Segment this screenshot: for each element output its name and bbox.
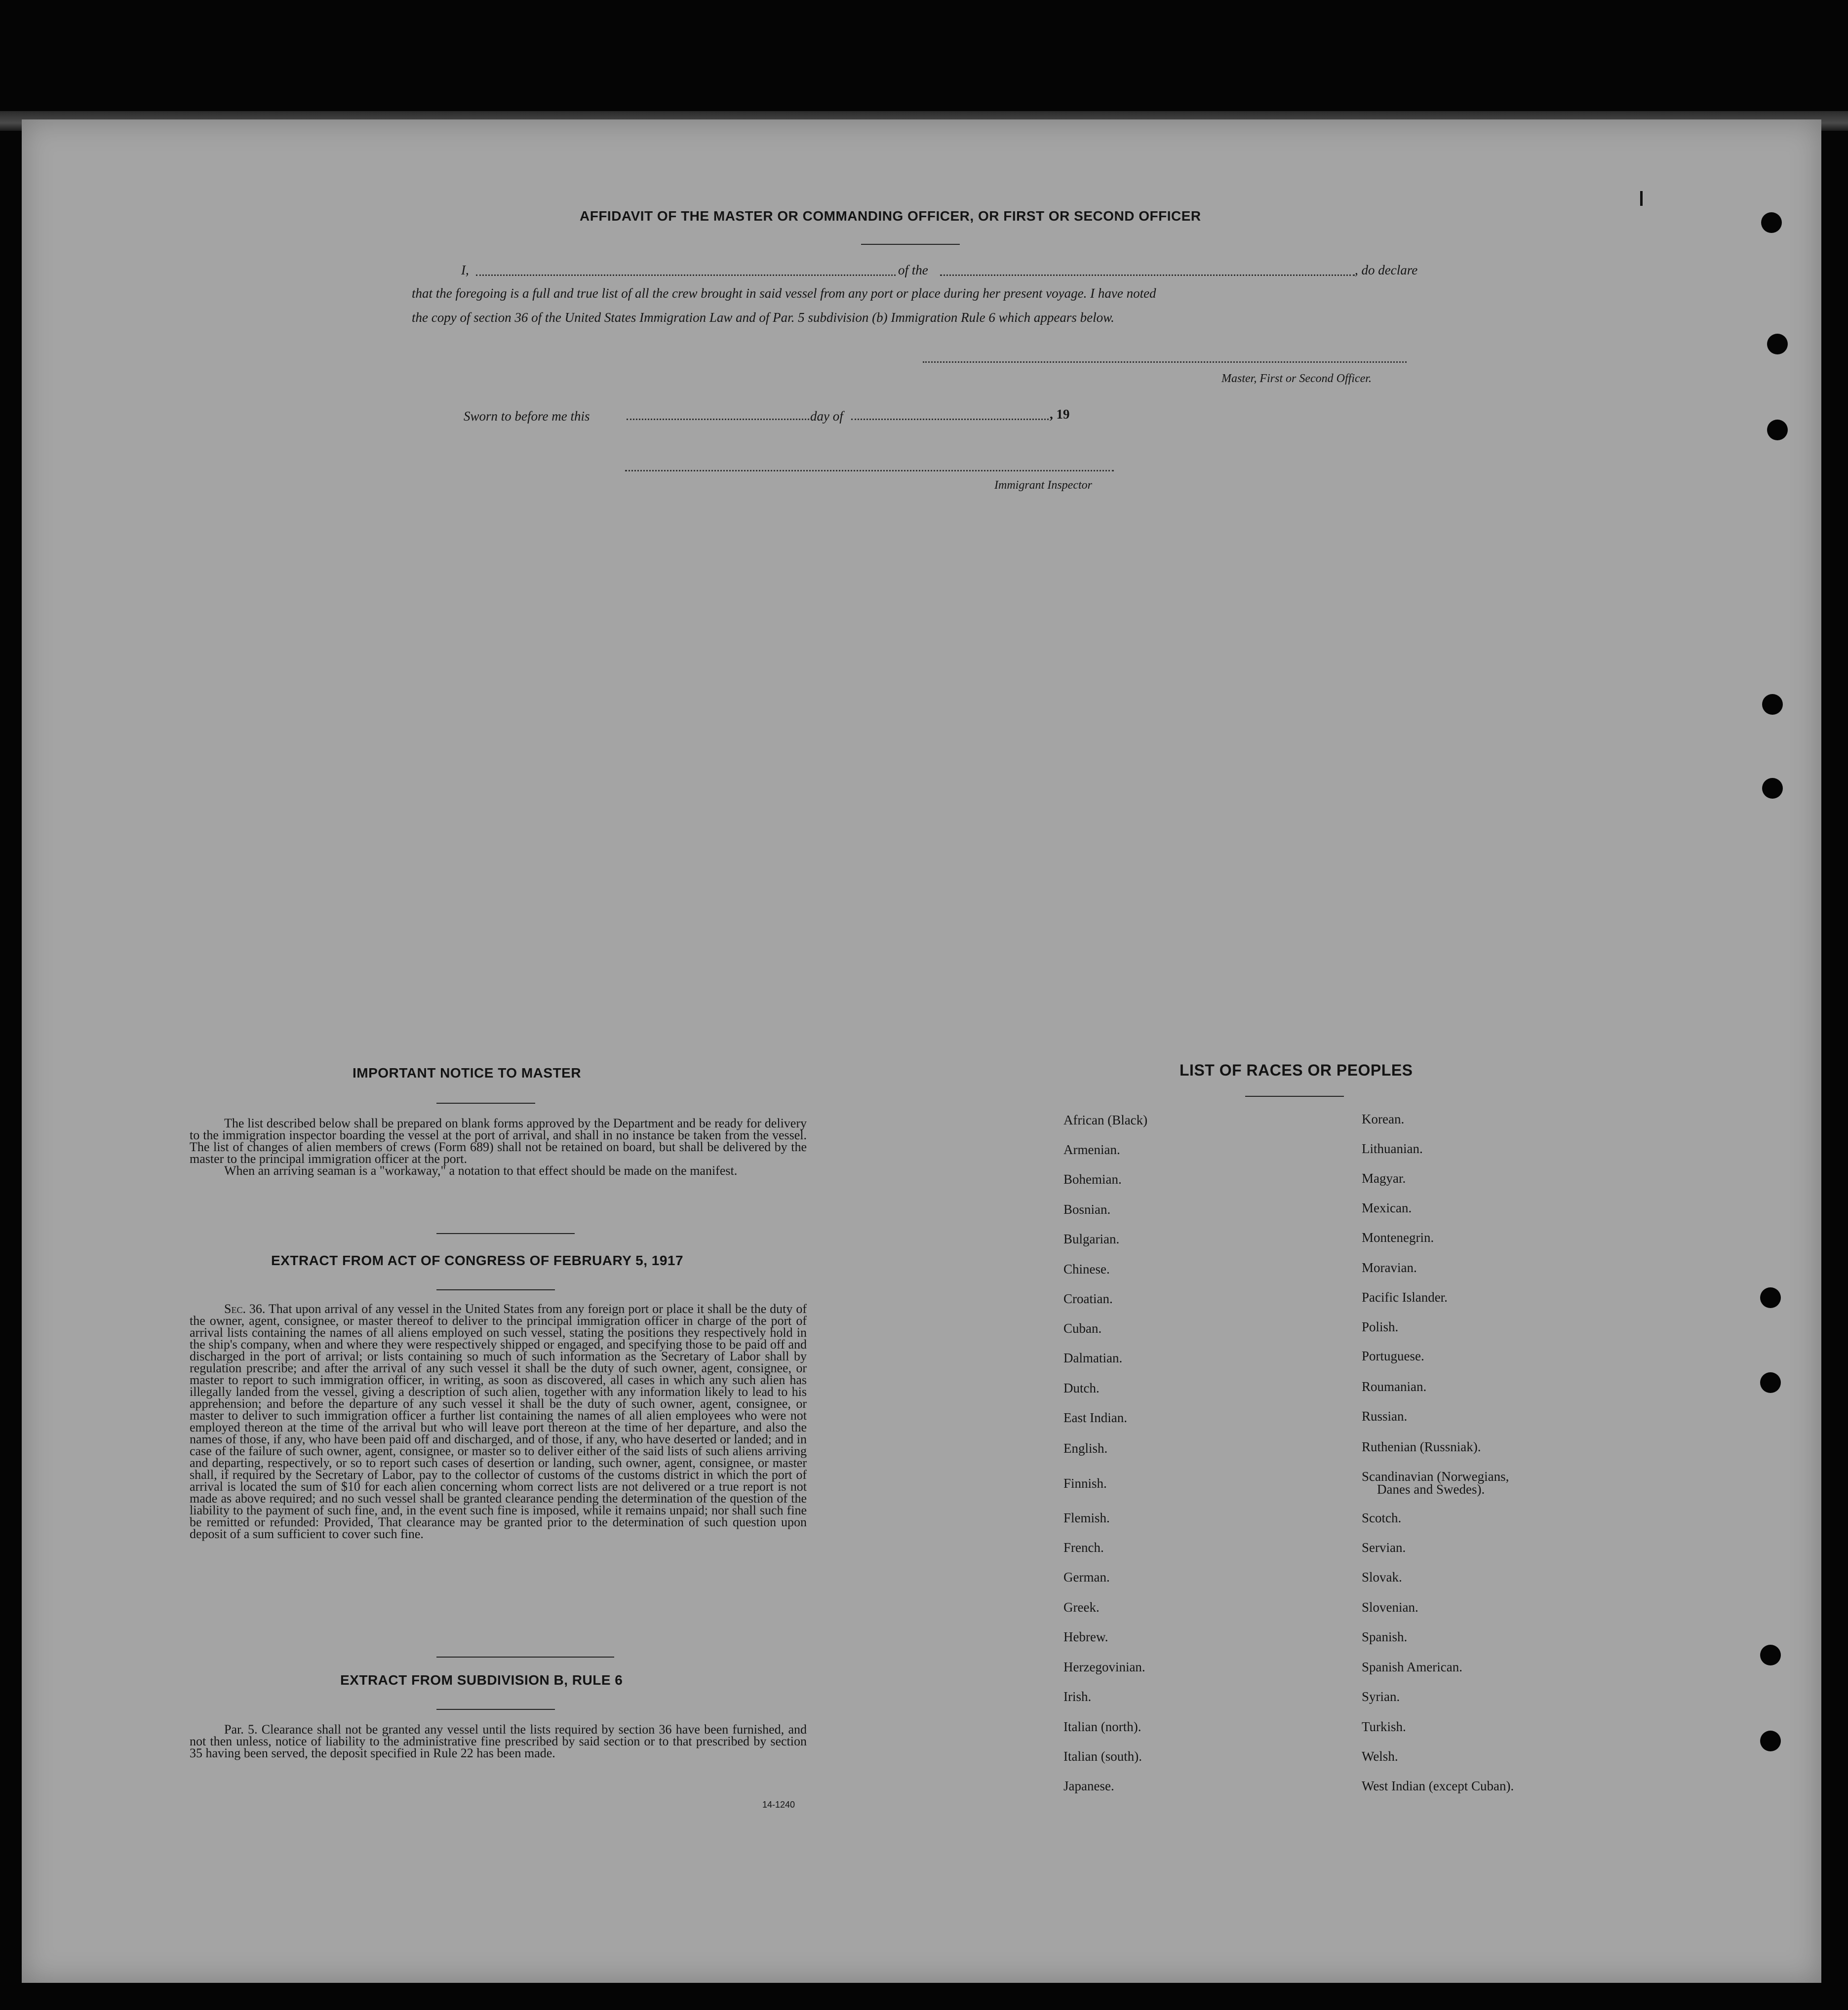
affidavit-line1-mid: of the <box>898 263 928 277</box>
binder-hole <box>1762 778 1783 799</box>
binder-hole <box>1767 334 1788 354</box>
race-item: Herzegovinian. <box>1063 1660 1145 1674</box>
notice-body <box>190 1118 807 1177</box>
race-item: Pacific Islander. <box>1362 1290 1448 1305</box>
race-item: Japanese. <box>1063 1778 1114 1793</box>
rule-extract-title: EXTRACT FROM SUBDIVISION B, RULE 6 <box>340 1672 623 1688</box>
sworn-month-field[interactable] <box>851 406 1049 420</box>
race-item: Dalmatian. <box>1063 1351 1123 1365</box>
sworn-day-label: day of <box>810 409 843 424</box>
race-item: Servian. <box>1362 1540 1406 1555</box>
binder-hole <box>1760 1645 1781 1665</box>
document-page <box>22 119 1821 1983</box>
race-item: Montenegrin. <box>1362 1230 1434 1245</box>
race-item: Mexican. <box>1362 1200 1412 1215</box>
sworn-year-label: , 19 <box>1050 407 1070 422</box>
notice-paragraph: When an arriving seaman is a "workaway," a notation to that effect should be made on the manifest. <box>224 1163 738 1178</box>
binder-hole <box>1760 1731 1781 1751</box>
race-item: Ruthenian (Russniak). <box>1362 1439 1481 1454</box>
binder-hole <box>1761 212 1782 233</box>
master-signature-label: Master, First or Second Officer. <box>1221 372 1372 385</box>
affidavit-line3: the copy of section 36 of the United States Immigration Law and of Par. 5 subdivision (b) Immigration Rule 6 which appears below. <box>412 310 1114 325</box>
notice-title: IMPORTANT NOTICE TO MASTER <box>353 1065 582 1081</box>
race-item: Dutch. <box>1063 1381 1100 1395</box>
race-item: Danes and Swedes). <box>1377 1482 1485 1497</box>
act-title-rule <box>436 1289 555 1290</box>
race-item: Polish. <box>1362 1319 1399 1334</box>
race-item: Welsh. <box>1362 1749 1398 1764</box>
race-item: Irish. <box>1063 1689 1092 1704</box>
affidavit-line1-prefix: I, <box>461 263 469 277</box>
races-title-rule <box>1245 1096 1344 1097</box>
name-field[interactable] <box>476 262 896 276</box>
race-item: Portuguese. <box>1362 1349 1424 1363</box>
act-extract-title: EXTRACT FROM ACT OF CONGRESS OF FEBRUARY 5, 1917 <box>271 1253 684 1268</box>
race-item: African (Black) <box>1063 1113 1148 1127</box>
inspector-label: Immigrant Inspector <box>994 479 1092 492</box>
binder-hole <box>1760 1372 1781 1393</box>
race-item: Moravian. <box>1362 1260 1417 1275</box>
race-item: Italian (south). <box>1063 1749 1142 1764</box>
race-item: Korean. <box>1362 1112 1405 1126</box>
master-signature-field[interactable] <box>923 356 1407 363</box>
margin-mark <box>1640 191 1643 206</box>
rule-extract-text: Par. 5. Clearance shall not be granted any vessel until the lists required by section 36 have been furnished, and not then unless, notice of liability to the administrative fine prescribed by said section or to that prescribed by section 35 having been served, the deposit specified in Rule 22 has been made. <box>190 1722 807 1760</box>
race-item: Russian. <box>1362 1409 1408 1424</box>
section-label: Sec. 36. <box>224 1302 266 1316</box>
race-item: English. <box>1063 1441 1108 1456</box>
race-item: Magyar. <box>1362 1171 1406 1186</box>
race-item: Finnish. <box>1063 1476 1107 1491</box>
rule-title-rule <box>436 1709 555 1710</box>
race-item: Croatian. <box>1063 1291 1113 1306</box>
race-item: Bosnian. <box>1063 1202 1111 1217</box>
races-title: LIST OF RACES OR PEOPLES <box>1180 1061 1413 1079</box>
race-item: Lithuanian. <box>1362 1141 1423 1156</box>
binder-hole <box>1767 420 1788 440</box>
race-item: Bulgarian. <box>1063 1232 1120 1246</box>
race-item: Flemish. <box>1063 1510 1110 1525</box>
affidavit-title-rule <box>861 244 960 245</box>
affidavit-title: AFFIDAVIT OF THE MASTER OR COMMANDING OFFICER, OR FIRST OR SECOND OFFICER <box>580 208 1201 224</box>
race-item: Greek. <box>1063 1600 1100 1615</box>
race-item: Armenian. <box>1063 1142 1120 1157</box>
race-item: Cuban. <box>1063 1321 1102 1336</box>
rule-extract-body <box>190 1724 807 1759</box>
race-item: East Indian. <box>1063 1410 1127 1425</box>
form-number: 14-1240 <box>762 1800 795 1810</box>
race-item: French. <box>1063 1540 1104 1555</box>
vessel-field[interactable] <box>940 262 1355 276</box>
race-item: Italian (north). <box>1063 1719 1141 1734</box>
binder-hole <box>1762 694 1783 715</box>
race-item: Turkish. <box>1362 1719 1406 1734</box>
race-item: Roumanian. <box>1362 1379 1427 1394</box>
race-item: Hebrew. <box>1063 1629 1108 1644</box>
act-end-rule <box>436 1657 614 1658</box>
race-item: Syrian. <box>1362 1689 1400 1704</box>
notice-title-rule <box>436 1103 535 1104</box>
race-item: Spanish American. <box>1362 1660 1462 1674</box>
sworn-day-field[interactable] <box>627 406 809 420</box>
affidavit-line1-suffix: , do declare <box>1355 263 1418 277</box>
race-item: Chinese. <box>1063 1262 1110 1276</box>
inspector-signature-field[interactable] <box>625 465 1114 471</box>
binder-hole <box>1760 1287 1781 1308</box>
act-extract-text: That upon arrival of any vessel in the United States from any foreign port or place it shall be the duty of the owner, agent, consignee, or master thereof to deliver to the principal immigration officer in charge of the port of arrival lists containing the names of all aliens employed on such vessel, stating the positions they respectively hold in the ship's company, when and where they were respectively shipped or engaged, and specifying those to be paid off and discharged in the port of arrival; or lists containing so much of such information as the Secretary of Labor shall by regulation prescribe; and after the arrival of any such vessel it shall be the duty of such owner, agent, consignee, or master to report to such immigration officer, in writing, as soon as discovered, all cases in which any such alien has illegally landed from the vessel, giving a description of such alien, together with any information likely to lead to his apprehension; and before the departure of any such vessel it shall be the duty of such owner, agent, consignee, or master to deliver to such immigration officer a further list containing the names of all alien employees who were not employed thereon at the time of the arrival but who will leave port thereon at the time of her departure, and also the names of those, if any, who have been paid off and discharged, and of those, if any, who have deserted or landed; and in case of the failure of such owner, agent, consignee, or master so to deliver either of the said lists of such aliens arriving and departing, respectively, or so to report such cases of desertion or landing, such owner, agent, consignee, or master shall, if required by the Secretary of Labor, pay to the collector of customs of the customs district in which the port of arrival is located the sum of $10 for each alien concerning whom correct lists are not delivered or a true report is not made as above required; and no such vessel shall be granted clearance pending the determination of the question of the liability to the payment of such fine, and, in the event such fine is imposed, while it remains unpaid; nor shall such fine be remitted or refunded: Provided, That clearance may be granted prior to the determination of such question upon deposit of a sum sufficient to cover such fine. <box>190 1302 807 1541</box>
notice-end-rule <box>436 1233 575 1234</box>
notice-paragraph: The list described below shall be prepared on blank forms approved by the Department and be ready for delivery to the immigration inspector boarding the vessel at the port of arrival, and shall in no instance be taken from the vessel. The list of changes of alien members of crews (Form 689) shall not be retained on board, but shall be delivered by the master to the principal immigration officer at the port. <box>190 1116 807 1166</box>
race-item: Slovak. <box>1362 1570 1402 1585</box>
race-item: German. <box>1063 1570 1110 1585</box>
race-item: Scotch. <box>1362 1510 1402 1525</box>
act-extract-body <box>190 1303 807 1540</box>
sworn-prefix: Sworn to before me this <box>464 409 590 424</box>
affidavit-line2: that the foregoing is a full and true list of all the crew brought in said vessel from any port or place during her present voyage. I have noted <box>412 286 1156 301</box>
race-item: Slovenian. <box>1362 1600 1418 1615</box>
race-item: Bohemian. <box>1063 1172 1122 1187</box>
race-item: Scandinavian (Norwegians, <box>1362 1469 1509 1484</box>
race-item: Spanish. <box>1362 1629 1408 1644</box>
race-item: West Indian (except Cuban). <box>1362 1778 1514 1793</box>
